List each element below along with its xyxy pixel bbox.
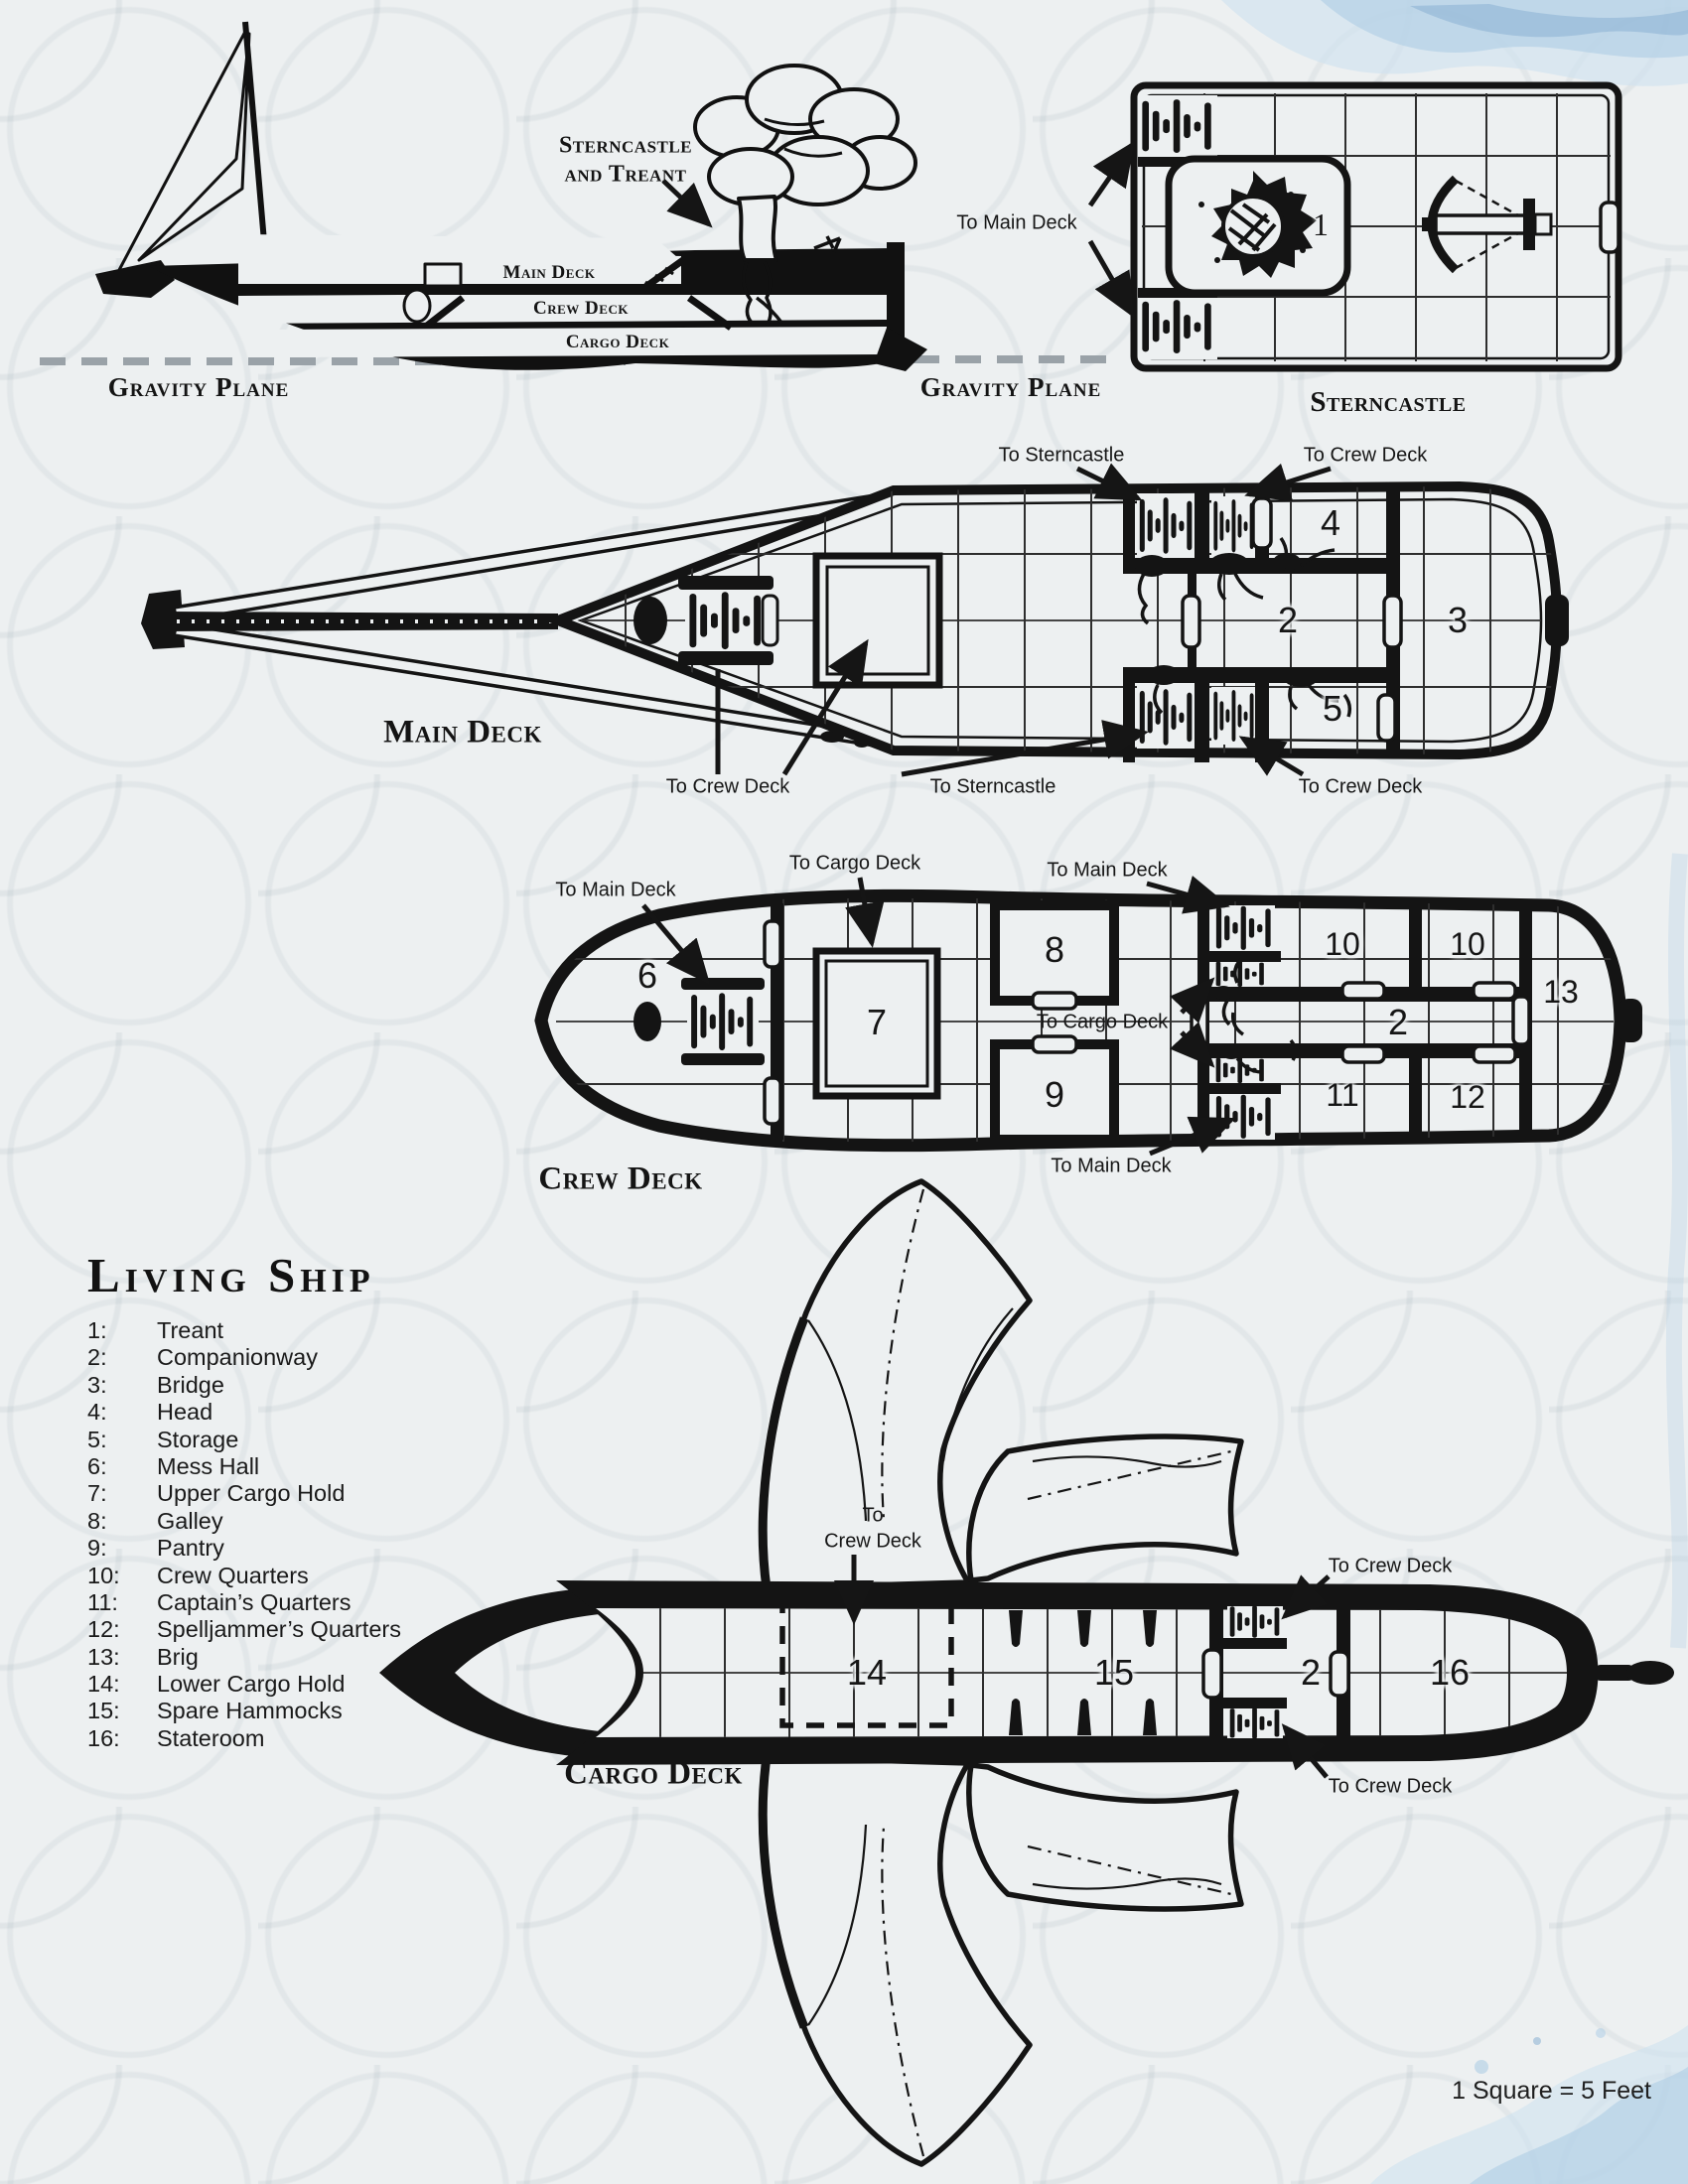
- legend-item-spare-hammocks: 15: Spare Hammocks: [87, 1698, 343, 1724]
- room-11-captains-quarters: 11: [1326, 1077, 1359, 1114]
- profile-main-deck-label: Main Deck: [502, 262, 596, 284]
- crew-to-main-deck-bottom-label: To Main Deck: [1051, 1155, 1172, 1177]
- scale-note: 1 Square = 5 Feet: [1452, 2077, 1651, 2105]
- legend-item-galley: 8: Galley: [87, 1507, 223, 1534]
- crew-deck-title: Crew Deck: [538, 1160, 703, 1197]
- main-to-crew-deck-top-label: To Crew Deck: [1303, 444, 1428, 467]
- crew-deck-fore-ladder: [681, 978, 765, 1065]
- main-to-crew-deck-bottom-label: To Crew Deck: [1298, 775, 1423, 798]
- sterncastle-arrow-bottom: [1090, 241, 1132, 314]
- callout-arrow-sterncastle-treant: [663, 181, 709, 224]
- door: [1183, 596, 1199, 647]
- watercolor-flourish-top-right: [1221, 0, 1688, 86]
- door: [1378, 695, 1395, 741]
- cargo-to-crew-deck-hold-line2: Crew Deck: [824, 1530, 921, 1553]
- room-2-companionway: 2: [1277, 600, 1299, 641]
- crew-deck-stern-tab: [1618, 999, 1642, 1042]
- room-1-treant: 1: [1313, 206, 1329, 243]
- door: [1474, 983, 1515, 999]
- room-14-lower-cargo-hold: 14: [846, 1652, 888, 1694]
- door: [1203, 1650, 1221, 1698]
- cargo-deck-plan: [379, 1181, 1674, 2164]
- cargo-to-crew-deck-bottom-label: To Crew Deck: [1328, 1775, 1453, 1798]
- room-2-companionway-cargo: 2: [1300, 1652, 1322, 1694]
- sterncastle-title: Sterncastle: [1310, 385, 1467, 418]
- legend-item-head: 4: Head: [87, 1399, 213, 1426]
- sterncastle-arrow-top: [1090, 145, 1132, 205]
- crew-to-cargo-deck-top-label: To Cargo Deck: [788, 852, 921, 875]
- main-deck-plan: [141, 469, 1569, 774]
- cargo-to-crew-deck-top-label: To Crew Deck: [1328, 1555, 1453, 1577]
- room-7-upper-cargo-hold: 7: [866, 1002, 888, 1043]
- main-deck-title: Main Deck: [383, 714, 542, 751]
- room-4-head: 4: [1320, 502, 1341, 544]
- door: [1033, 1036, 1076, 1052]
- legend-item-bridge: 3: Bridge: [87, 1371, 224, 1398]
- cargo-to-crew-deck-hold-line1: To: [862, 1504, 884, 1527]
- hatch-to-crew-deck-bottom: [1211, 687, 1255, 745]
- cargo-tail: [1595, 1661, 1674, 1685]
- profile-cargo-deck-label: Cargo Deck: [565, 332, 670, 353]
- room-6-mess-hall: 6: [636, 955, 658, 997]
- mast-icon: [633, 597, 667, 644]
- door: [1033, 993, 1076, 1009]
- room-9-pantry: 9: [1044, 1074, 1065, 1116]
- door: [1342, 983, 1384, 999]
- door: [1253, 498, 1271, 548]
- sterncastle-to-main-deck-label: To Main Deck: [956, 211, 1077, 234]
- side-profile-figure: [40, 22, 1120, 371]
- main-deck-fore-ladder: [678, 576, 777, 665]
- gravity-plane-right-label: Gravity Plane: [919, 371, 1102, 402]
- legend-item-upper-cargo-hold: 7: Upper Cargo Hold: [87, 1480, 346, 1507]
- room-16-stateroom: 16: [1429, 1652, 1471, 1694]
- legend-item-storage: 5: Storage: [87, 1426, 239, 1452]
- main-to-crew-deck-left-label: To Crew Deck: [665, 775, 790, 798]
- crew-to-cargo-deck-mid-label: To Cargo Deck: [1036, 1011, 1169, 1033]
- callout-sterncastle-line2: and Treant: [564, 161, 687, 188]
- ship-silhouette: [95, 22, 927, 371]
- legend-title: Living Ship: [87, 1248, 375, 1302]
- room-13-brig: 13: [1543, 974, 1579, 1011]
- door: [765, 1078, 780, 1124]
- legend-item-captains-quarters: 11: Captain’s Quarters: [87, 1588, 352, 1615]
- gravity-plane-left-label: Gravity Plane: [107, 371, 290, 402]
- legend-item-pantry: 9: Pantry: [87, 1535, 224, 1562]
- door: [765, 921, 780, 967]
- watercolor-right-edge: [1674, 854, 1680, 1648]
- room-10-crew-quarters-aft: 10: [1450, 926, 1485, 963]
- profile-crew-deck-label: Crew Deck: [533, 298, 629, 320]
- sterncastle-ladder-bottom: [1138, 288, 1217, 359]
- mast-icon: [633, 1002, 661, 1041]
- legend-item-brig: 13: Brig: [87, 1643, 199, 1670]
- legend-item-lower-cargo-hold: 14: Lower Cargo Hold: [87, 1671, 346, 1698]
- cargo-deck-title: Cargo Deck: [564, 1755, 743, 1792]
- hatch-to-sterncastle-top: [1137, 493, 1195, 557]
- callout-sterncastle-line1: Sterncastle: [558, 132, 693, 159]
- room-12-spelljammers-quarters: 12: [1450, 1079, 1485, 1116]
- crew-to-main-deck-bow-label: To Main Deck: [555, 879, 676, 901]
- legend-item-mess-hall: 6: Mess Hall: [87, 1452, 260, 1479]
- legend-item-companionway: 2: Companionway: [87, 1344, 318, 1371]
- door: [1513, 997, 1529, 1044]
- legend-item-stateroom: 16: Stateroom: [87, 1724, 265, 1751]
- main-deck-cargo-hatch: [816, 556, 939, 685]
- room-5-storage: 5: [1322, 688, 1343, 730]
- main-to-sterncastle-bottom-label: To Sterncastle: [929, 775, 1056, 798]
- legend-item-crew-quarters: 10: Crew Quarters: [87, 1562, 309, 1588]
- room-3-bridge: 3: [1447, 600, 1469, 641]
- main-deck-stern-tab: [1545, 595, 1569, 646]
- sterncastle-plan: [1090, 85, 1618, 368]
- room-15-spare-hammocks: 15: [1093, 1652, 1135, 1694]
- hatch-to-sterncastle-bottom: [1137, 685, 1195, 749]
- main-to-sterncastle-top-label: To Sterncastle: [998, 444, 1125, 467]
- treant-tree: [695, 66, 915, 260]
- sterncastle-door: [1601, 203, 1618, 252]
- hatch-to-crew-deck-top: [1211, 496, 1255, 556]
- door: [1342, 1046, 1384, 1062]
- legend-item-treant: 1: Treant: [87, 1317, 224, 1343]
- door: [1192, 999, 1207, 1046]
- door: [1331, 1652, 1348, 1696]
- legend: [87, 1247, 564, 1752]
- door: [1384, 596, 1401, 647]
- room-2-companionway-crew: 2: [1387, 1002, 1409, 1043]
- door: [1474, 1046, 1515, 1062]
- room-10-crew-quarters-fwd: 10: [1325, 926, 1360, 963]
- legend-item-spelljammers-quarters: 12: Spelljammer’s Quarters: [87, 1616, 401, 1643]
- room-8-galley: 8: [1044, 929, 1065, 971]
- crew-to-main-deck-top-label: To Main Deck: [1047, 859, 1168, 882]
